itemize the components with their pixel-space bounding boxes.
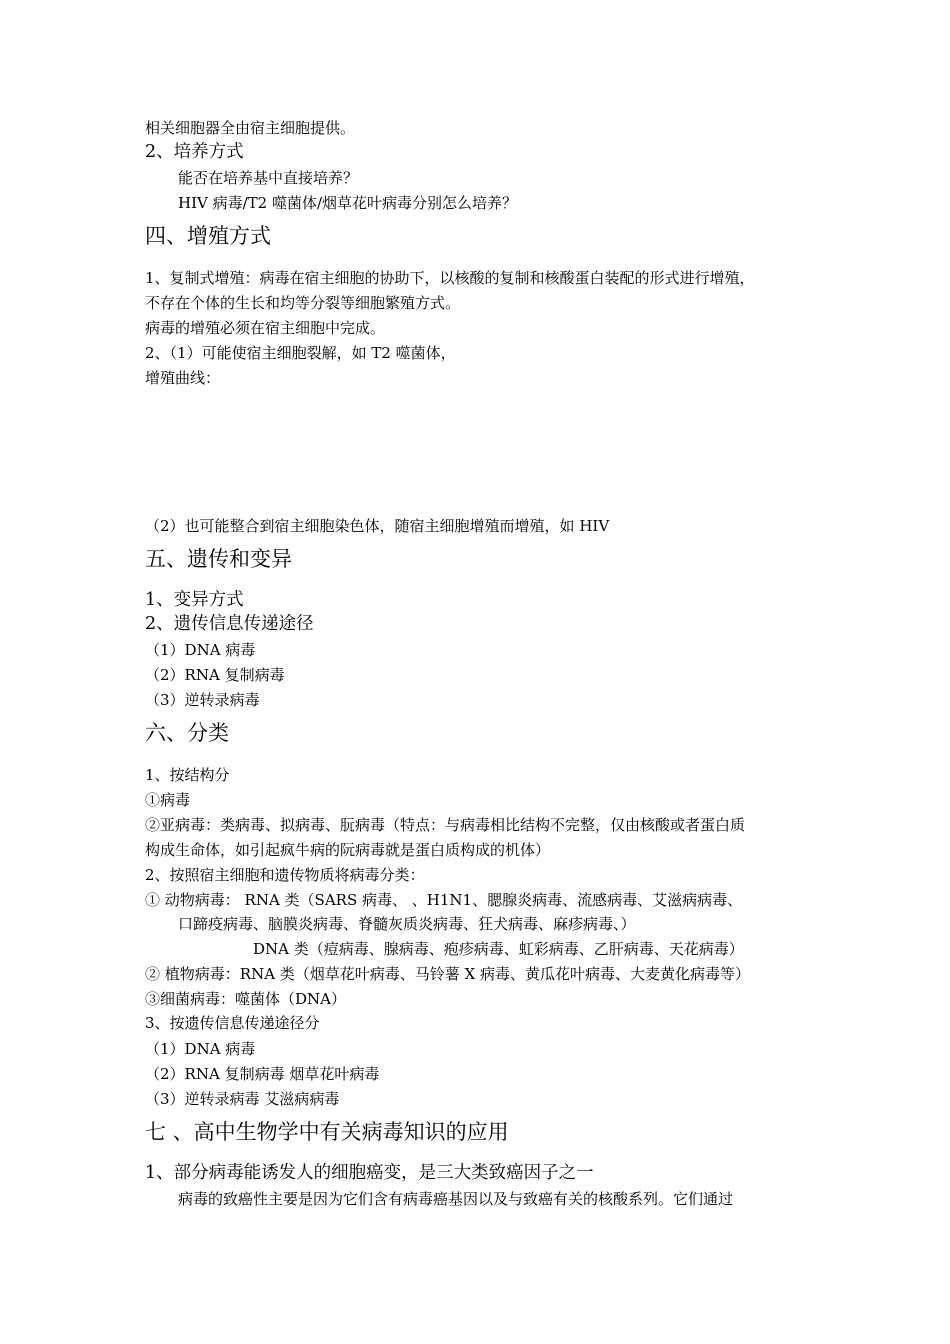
text-line: ② 植物病毒：RNA 类（烟草花叶病毒、马铃薯 X 病毒、黄瓜花叶病毒、大麦黄化病毒等） <box>145 965 751 983</box>
text-line: 1、复制式增殖：病毒在宿主细胞的协助下，以核酸的复制和核酸蛋白装配的形式进行增殖， <box>145 269 755 287</box>
subheading: 1、变异方式 <box>145 590 244 610</box>
subheading: 2、培养方式 <box>145 142 244 162</box>
text-line: （2）也可能整合到宿主细胞染色体，随宿主细胞增殖而增殖，如 HIV <box>145 517 610 535</box>
text-line: ③细菌病毒：噬菌体（DNA） <box>145 990 346 1008</box>
text-line: 2、按照宿主细胞和遗传物质将病毒分类： <box>145 866 425 884</box>
text-line: ①病毒 <box>145 791 191 809</box>
text-line: 1、按结构分 <box>145 766 230 784</box>
list-item: （3）逆转录病毒 <box>145 691 260 709</box>
section-heading: 六、分类 <box>145 721 229 745</box>
text-line: 口蹄疫病毒、脑膜炎病毒、脊髓灰质炎病毒、狂犬病毒、麻疹病毒、） <box>178 915 636 933</box>
text-line: 病毒的致癌性主要是因为它们含有病毒癌基因以及与致癌有关的核酸系列。它们通过 <box>178 1190 734 1208</box>
list-item: （3）逆转录病毒 艾滋病病毒 <box>145 1090 340 1108</box>
section-heading: 七 、高中生物学中有关病毒知识的应用 <box>145 1120 509 1144</box>
text-line: HIV 病毒/T2 噬菌体/烟草花叶病毒分别怎么培养？ <box>178 194 518 212</box>
list-item: （2）RNA 复制病毒 <box>145 666 285 684</box>
subheading: 1、部分病毒能诱发人的细胞癌变，是三大类致癌因子之一 <box>145 1163 594 1183</box>
text-line: 增殖曲线： <box>145 369 221 387</box>
list-item: （2）RNA 复制病毒 烟草花叶病毒 <box>145 1065 380 1083</box>
text-line: ②亚病毒：类病毒、拟病毒、朊病毒（特点：与病毒相比结构不完整，仅由核酸或者蛋白质 <box>145 816 746 834</box>
text-line: 病毒的增殖必须在宿主细胞中完成。 <box>145 319 386 337</box>
section-heading: 五、遗传和变异 <box>145 547 292 571</box>
text-line: 3、按遗传信息传递途径分 <box>145 1014 320 1032</box>
text-line: ① 动物病毒： RNA 类（SARS 病毒、 、H1N1、腮腺炎病毒、流感病毒、艾滋病病毒、 <box>145 891 743 909</box>
text-line: 构成生命体，如引起疯牛病的阮病毒就是蛋白质构成的机体） <box>145 841 551 859</box>
text-line: 不存在个体的生长和均等分裂等细胞繁殖方式。 <box>145 294 461 312</box>
text-line: 2、（1）可能使宿主细胞裂解，如 T2 噬菌体， <box>145 344 456 362</box>
text-line: 相关细胞器全由宿主细胞提供。 <box>145 119 356 137</box>
subheading: 2、遗传信息传递途径 <box>145 614 314 634</box>
text-line: 能否在培养基中直接培养？ <box>178 169 359 187</box>
list-item: （1）DNA 病毒 <box>145 641 256 659</box>
list-item: （1）DNA 病毒 <box>145 1040 256 1058</box>
text-line: DNA 类（痘病毒、腺病毒、疱疹病毒、虹彩病毒、乙肝病毒、天花病毒） <box>253 940 744 958</box>
section-heading: 四、增殖方式 <box>145 224 271 248</box>
